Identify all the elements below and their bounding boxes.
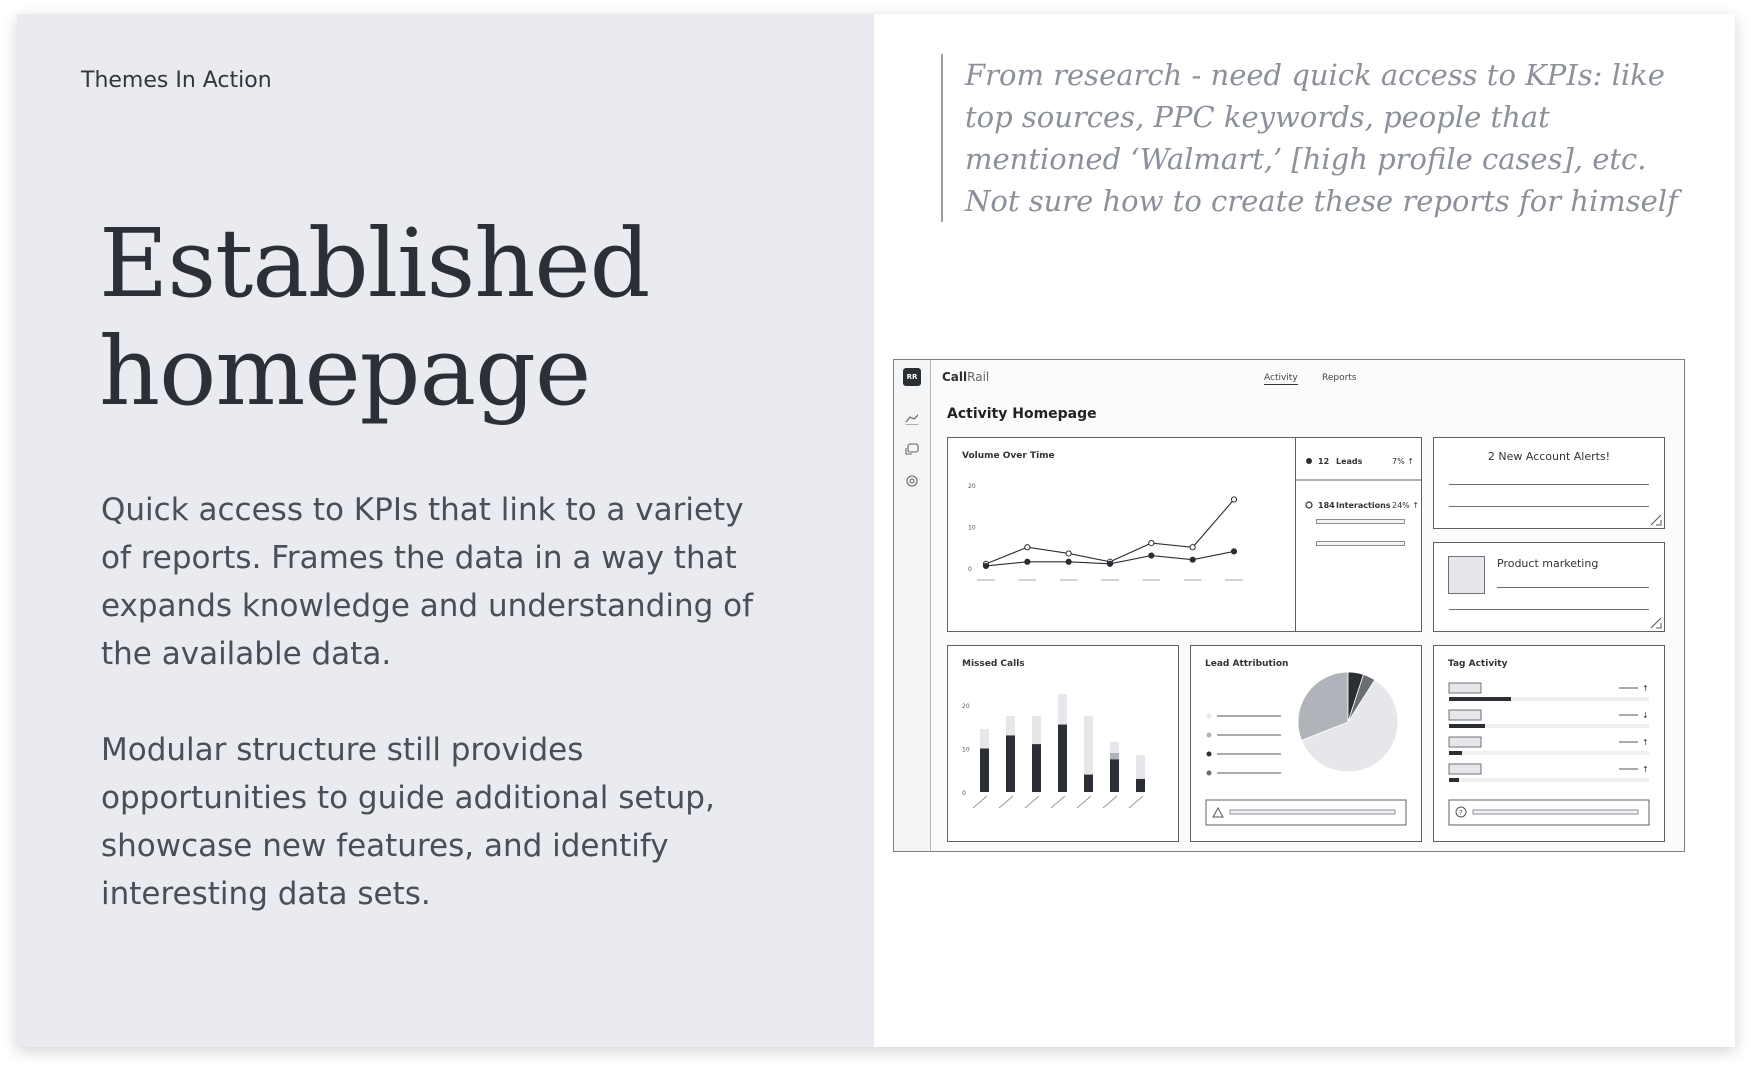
x-tick-placeholder — [1103, 796, 1117, 808]
sidebar-rail — [894, 360, 931, 851]
data-point — [1066, 551, 1071, 556]
tag-activity-card[interactable] — [1433, 645, 1665, 842]
placeholder-bar — [1230, 810, 1395, 814]
y-tick-label: 20 — [968, 483, 976, 490]
kpi-card[interactable] — [1295, 437, 1422, 632]
data-point — [1231, 549, 1236, 554]
y-tick-label: 0 — [962, 790, 966, 797]
tag-row — [1449, 764, 1649, 782]
nav-reports[interactable]: Reports — [1322, 373, 1357, 383]
kpi-leads-change: 7% ↑ — [1392, 457, 1414, 466]
title-line-1: Established — [99, 209, 650, 319]
placeholder-line — [1449, 609, 1649, 610]
x-tick-placeholder — [973, 796, 987, 808]
data-point — [1025, 559, 1030, 564]
placeholder-line — [1497, 587, 1649, 588]
series-line — [986, 500, 1234, 564]
bar-value — [1058, 725, 1067, 792]
tag-row — [1449, 710, 1649, 728]
product-marketing-card[interactable] — [1433, 542, 1665, 632]
placeholder-line — [1449, 506, 1649, 507]
x-tick-placeholder — [1051, 796, 1065, 808]
placeholder-line — [1449, 484, 1649, 485]
y-tick-label: 10 — [962, 746, 970, 754]
expand-icon[interactable] — [1650, 514, 1662, 526]
kpi-interactions-change: 24% ↑ — [1392, 501, 1420, 510]
lead-attribution-pie-chart — [1191, 646, 1421, 841]
paragraph-1: Quick access to KPIs that link to a variety of reports. Frames the data in a way that expands knowledge and understanding of the available data. — [101, 492, 754, 672]
data-point — [1149, 553, 1154, 558]
lead-attribution-title: Lead Attribution — [1205, 659, 1289, 669]
slide-kicker: Themes In Action — [81, 68, 272, 93]
paragraph-2: Modular structure still provides opportunities to guide additional setup, showcase new features, and identify interesting data sets. — [101, 732, 715, 912]
x-tick-placeholder — [1025, 796, 1039, 808]
alerts-card[interactable] — [1433, 437, 1665, 529]
svg-text:↑: ↑ — [1642, 684, 1649, 693]
left-panel — [17, 14, 874, 1047]
research-quote — [941, 54, 1680, 222]
svg-text:↑: ↑ — [1642, 765, 1649, 774]
volume-line-chart — [948, 438, 1297, 631]
y-tick-label: 20 — [962, 703, 970, 710]
data-point — [983, 563, 988, 568]
svg-text:↑: ↑ — [1642, 738, 1649, 747]
slide-title — [99, 210, 649, 426]
lead-attribution-card[interactable] — [1190, 645, 1422, 842]
wireframe-heading: Activity Homepage — [947, 406, 1097, 422]
x-tick-placeholder — [1077, 796, 1091, 808]
alerts-title: 2 New Account Alerts! — [1487, 450, 1611, 463]
missed-calls-card[interactable] — [947, 645, 1179, 842]
title-line-2: homepage — [99, 317, 591, 427]
svg-text:?: ? — [1459, 809, 1463, 817]
data-point — [1066, 559, 1071, 564]
x-tick-placeholder — [1129, 796, 1143, 808]
tag-activity-title: Tag Activity — [1448, 659, 1508, 669]
image-placeholder — [1448, 556, 1485, 594]
chart-icon[interactable] — [904, 411, 918, 425]
kpi-interactions-value: 184 — [1318, 501, 1335, 510]
missed-calls-bar-chart — [948, 646, 1178, 841]
x-tick-placeholder — [999, 796, 1013, 808]
data-point — [1149, 541, 1154, 546]
kpi-interactions-label: Interactions — [1336, 501, 1391, 510]
expand-icon[interactable] — [1650, 617, 1662, 629]
placeholder-bar — [1473, 810, 1638, 814]
avatar[interactable]: RR — [903, 368, 921, 386]
data-point — [1025, 545, 1030, 550]
nav-activity[interactable]: Activity — [1264, 373, 1298, 383]
bar-value — [1110, 759, 1119, 792]
product-marketing-title: Product marketing — [1497, 557, 1599, 570]
logo-bold: Call — [942, 370, 968, 384]
bar-value — [1032, 744, 1041, 792]
bar-value — [1136, 779, 1145, 792]
logo-light: Rail — [967, 370, 990, 384]
data-point — [1107, 561, 1112, 566]
y-tick-label: 10 — [968, 524, 976, 532]
homepage-wireframe — [893, 359, 1685, 852]
kpi-placeholder-bar — [1316, 519, 1405, 524]
bar-value — [980, 749, 989, 793]
kpi-placeholder-bar — [1316, 541, 1405, 546]
tag-row — [1449, 737, 1649, 755]
data-point — [1190, 557, 1195, 562]
svg-text:↓: ↓ — [1642, 711, 1649, 720]
settings-icon[interactable] — [905, 474, 919, 488]
bar-value — [1084, 775, 1093, 792]
bar-mid — [1110, 753, 1119, 759]
bar-value — [1006, 735, 1015, 792]
tag-row — [1449, 683, 1649, 701]
data-point — [1231, 497, 1236, 502]
kpi-leads-label: Leads — [1336, 457, 1363, 466]
y-tick-label: 0 — [968, 566, 972, 573]
callrail-logo[interactable] — [942, 370, 989, 384]
quote-text: From research - need quick access to KPIs: like top sources, PPC keywords, people that mentioned ‘Walmart,’ [high profile cases], etc. Not sure how to create these reports for himself — [965, 58, 1678, 218]
volume-card-title: Volume Over Time — [962, 451, 1055, 461]
legend-placeholder — [1207, 714, 1282, 776]
tag-activity-list — [1434, 646, 1664, 841]
data-point — [1190, 545, 1195, 550]
kpi-leads-value: 12 — [1318, 457, 1330, 466]
missed-calls-title: Missed Calls — [962, 659, 1025, 669]
volume-card[interactable] — [947, 437, 1298, 632]
chat-icon[interactable] — [905, 443, 919, 457]
